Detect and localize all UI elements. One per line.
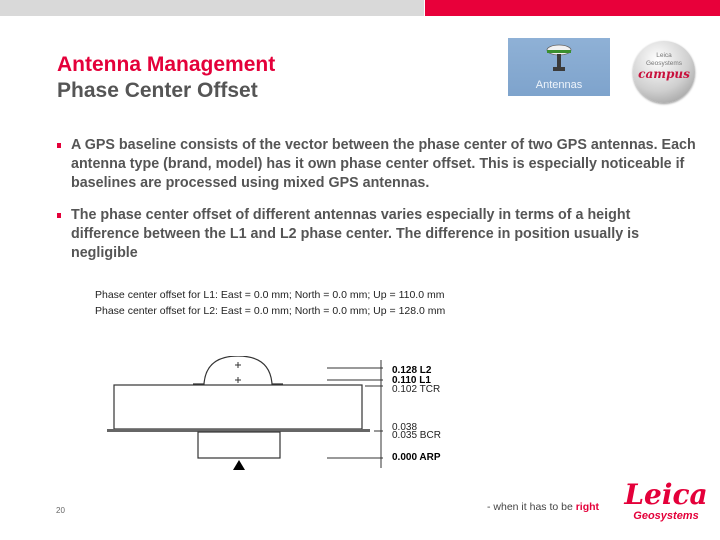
- campus-badge: [633, 41, 695, 103]
- leica-logo: [620, 480, 712, 522]
- top-bar-gray: [0, 0, 424, 16]
- tagline: [487, 501, 599, 513]
- geosystems-wordmark: Geosystems: [633, 510, 699, 522]
- phase-offset-lines: [95, 287, 445, 319]
- label-bcr: 0.035 BCR: [392, 430, 441, 441]
- antennas-label: Antennas: [535, 79, 583, 91]
- tagline-prefix: - when it has to be: [487, 501, 576, 513]
- offset-l1: Phase center offset for L1: East = 0.0 mm; North = 0.0 mm; Up = 110.0 mm: [95, 289, 445, 301]
- bullet-marker: [57, 143, 61, 148]
- bullet-text: A GPS baseline consists of the vector between the phase center of two GPS antennas. Each antenna type (brand, model) has it own phase center offset. This is especially noticeable if baselines are processed using mixed GPS antennas.: [71, 137, 696, 191]
- campus-word: campus: [638, 67, 690, 81]
- page-subtitle: Phase Center Offset: [57, 79, 258, 102]
- bullet-text: The phase center offset of different antennas varies especially in terms of a height difference between the L1 and L2 phase center. The difference in position usually is negligible: [71, 207, 640, 261]
- bullet-marker: [57, 213, 61, 218]
- antennas-tile: [508, 38, 610, 96]
- page-title: Antenna Management: [57, 53, 276, 76]
- leica-wordmark: Leica: [624, 478, 708, 511]
- bullet-item: [57, 136, 697, 193]
- label-l1: 0.110 L1: [392, 375, 431, 386]
- antenna-offset-diagram: [100, 356, 441, 476]
- page-number: 20: [56, 506, 65, 515]
- offset-l2: Phase center offset for L2: East = 0.0 mm; North = 0.0 mm; Up = 128.0 mm: [95, 305, 446, 317]
- bullet-item: [57, 206, 697, 263]
- title-block: [57, 52, 275, 104]
- label-l2: 0.128 L2: [392, 365, 432, 376]
- bullet-list: [57, 136, 697, 276]
- label-tcr: 0.102 TCR: [392, 384, 441, 395]
- top-bar-red: [425, 0, 720, 16]
- campus-line1: Leica: [656, 52, 672, 59]
- label-038: 0.038: [392, 422, 418, 433]
- campus-line2: Geosystems: [645, 60, 683, 67]
- antenna-cross-section: [100, 356, 390, 471]
- label-arp: 0.000 ARP: [392, 452, 441, 463]
- tagline-emphasis: right: [575, 501, 600, 513]
- gps-antenna-icon: [542, 42, 576, 76]
